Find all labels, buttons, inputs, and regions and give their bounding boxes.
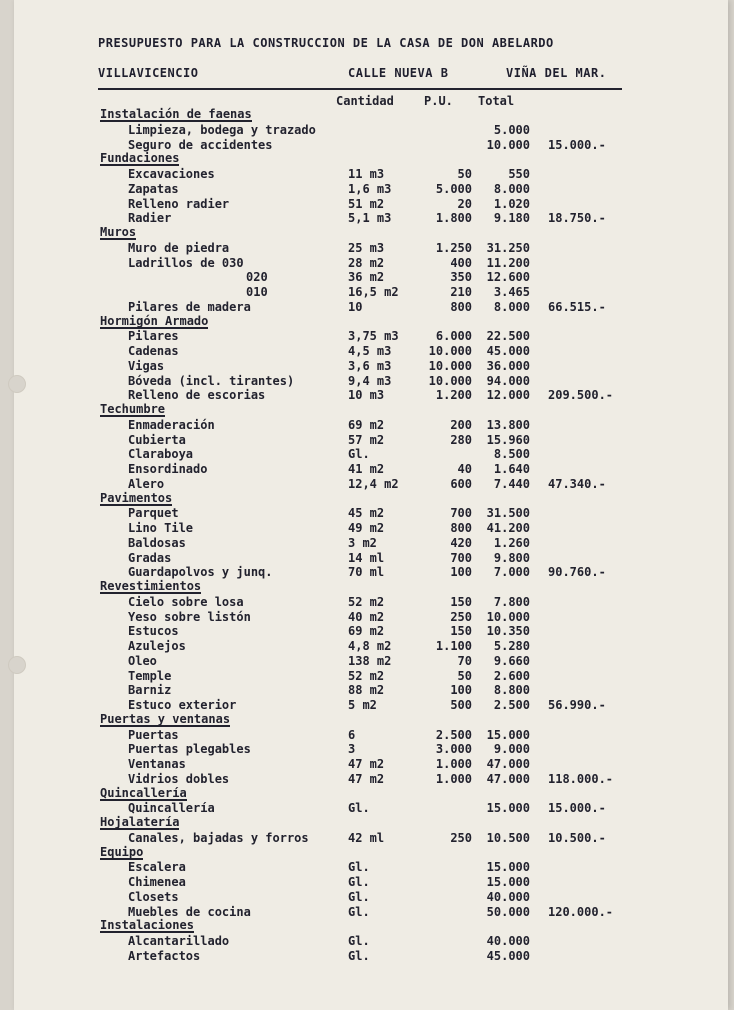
line-item-row [0,344,734,359]
item-description: Closets [128,889,179,904]
item-quantity: 4,5 m3 [348,344,392,358]
line-item-row [0,875,734,890]
item-total: 5.280 [493,639,530,653]
item-description: Ensordinado [128,462,208,476]
line-item-row [0,211,734,226]
item-quantity: 4,8 m2 [348,639,392,653]
item-total: 10.000 [486,609,530,624]
item-total: 9.180 [493,211,530,226]
item-description: Chimenea [128,875,186,889]
item-unit-price: 100 [450,683,472,698]
item-quantity: 69 m2 [348,624,385,639]
line-item-row [0,285,734,300]
item-quantity: 16,5 m2 [348,285,399,299]
line-item-row [0,270,734,285]
item-unit-price: 50 [457,668,472,683]
item-quantity: Gl. [348,904,370,919]
item-description: Ladrillos de 030 [128,255,244,270]
item-quantity: 45 m2 [348,506,385,521]
item-unit-price: 250 [450,609,472,624]
item-unit-price: 20 [457,196,472,211]
line-item-row [0,359,734,374]
line-item-row [0,433,734,448]
item-quantity: Gl. [348,934,370,948]
section-row [0,919,734,934]
item-unit-price: 2.500 [435,727,472,742]
item-total: 1.640 [493,462,530,476]
item-description: Azulejos [128,639,186,653]
item-unit-price: 10.000 [428,358,472,373]
item-unit-price: 800 [450,299,472,314]
section-row [0,492,734,507]
item-description: Cielo sobre losa [128,594,244,609]
item-unit-price: 10.000 [428,373,472,388]
item-unit-price: 6.000 [435,329,472,344]
street-label: CALLE NUEVA B [348,66,449,80]
section-heading: Hormigón Armado [100,313,209,328]
item-unit-price: 40 [457,462,472,476]
line-item-row [0,801,734,816]
item-unit-price: 600 [450,476,472,491]
item-quantity: 36 m2 [348,270,385,285]
item-total: 7.800 [493,594,530,609]
item-quantity: 41 m2 [348,462,385,476]
section-subtotal: 209.500.- [548,388,614,403]
item-description: Baldosas [128,535,186,550]
section-row [0,846,734,861]
section-row [0,787,734,802]
item-unit-price: 350 [450,270,472,285]
item-quantity: 6 [348,727,356,742]
item-description: Vigas [128,358,165,373]
line-item-row [0,639,734,654]
line-item-row [0,167,734,182]
item-description: Escalera [128,860,186,875]
item-unit-price: 70 [457,653,472,668]
section-row [0,152,734,167]
item-unit-price: 700 [450,550,472,565]
item-total: 11.200 [486,255,530,270]
item-description: Relleno de escorias [128,388,266,403]
line-item-row [0,551,734,566]
section-row [0,108,734,123]
item-quantity: 10 [348,299,363,314]
item-unit-price: 210 [450,285,472,299]
item-description: Pilares [128,329,179,344]
item-total: 8.000 [493,299,530,314]
item-total: 47.000 [486,757,530,771]
line-item-row [0,374,734,389]
line-item-row [0,447,734,462]
line-item-row [0,462,734,477]
item-description: Vidrios dobles [128,771,230,786]
item-quantity: 49 m2 [348,521,385,535]
item-description: Parquet [128,506,179,521]
item-total: 41.200 [486,521,530,535]
item-description: Estuco exterior [128,698,237,712]
section-heading: Fundaciones [100,151,180,166]
line-item-row [0,418,734,433]
line-item-row [0,654,734,669]
section-row [0,580,734,595]
line-item-row [0,757,734,772]
item-total: 9.800 [493,550,530,565]
item-description: Seguro de accidentes [128,137,273,152]
item-description: Canales, bajadas y forros [128,830,309,845]
item-total: 9.000 [493,742,530,757]
item-unit-price: 200 [450,417,472,432]
line-item-row [0,300,734,315]
item-quantity: 5,1 m3 [348,211,392,226]
item-quantity: Gl. [348,801,370,816]
section-subtotal: 90.760.- [548,565,606,580]
item-unit-price: 5.000 [435,181,472,196]
section-subtotal: 47.340.- [548,476,606,491]
item-description: Alero [128,476,165,491]
item-total: 550 [508,167,530,181]
item-total: 12.000 [486,388,530,403]
item-description: 010 [246,285,268,299]
item-total: 50.000 [486,904,530,919]
item-description: Enmaderación [128,417,215,432]
item-description: Puertas plegables [128,742,251,757]
item-description: Temple [128,668,172,683]
item-description: Yeso sobre listón [128,609,251,624]
col-unit-price-header: P.U. [424,94,453,108]
item-quantity: 52 m2 [348,594,385,609]
item-unit-price: 100 [450,565,472,580]
section-subtotal: 56.990.- [548,698,606,712]
line-item-row [0,905,734,920]
line-item-row [0,860,734,875]
item-quantity: Gl. [348,447,370,462]
item-quantity: 3 m2 [348,535,377,550]
item-description: Zapatas [128,181,179,196]
item-description: Muro de piedra [128,240,230,255]
item-quantity: 14 ml [348,550,385,565]
line-item-row [0,241,734,256]
section-heading: Instalaciones [100,918,194,933]
item-quantity: 51 m2 [348,196,385,211]
col-quantity-header: Cantidad [336,94,394,108]
item-total: 31.250 [486,240,530,255]
item-total: 8.500 [493,447,530,462]
item-unit-price: 150 [450,624,472,639]
city-label: VILLAVICENCIO [98,66,199,80]
item-description: Claraboya [128,447,194,462]
header-rule [98,88,622,90]
budget-table [0,108,734,964]
item-total: 22.500 [486,329,530,344]
item-description: Quincallería [128,801,215,816]
item-quantity: Gl. [348,875,370,889]
item-quantity: 3 [348,742,356,757]
item-description: Limpieza, bodega y trazado [128,122,316,137]
item-quantity: 42 ml [348,830,385,845]
item-quantity: 11 m3 [348,167,385,181]
item-quantity: 12,4 m2 [348,476,399,491]
section-heading: Revestimientos [100,579,202,593]
item-unit-price: 250 [450,830,472,845]
item-total: 8.800 [493,683,530,698]
item-quantity: 47 m2 [348,757,385,771]
item-description: Oleo [128,653,157,668]
item-quantity: 10 m3 [348,388,385,403]
item-total: 31.500 [486,506,530,521]
section-subtotal: 10.500.- [548,830,606,845]
item-quantity: Gl. [348,860,370,875]
item-quantity: 52 m2 [348,668,385,683]
item-total: 40.000 [486,934,530,948]
section-row [0,315,734,330]
section-subtotal: 18.750.- [548,211,606,226]
item-total: 15.000 [486,875,530,889]
item-description: 020 [246,270,268,285]
item-unit-price: 420 [450,535,472,550]
item-total: 2.500 [493,698,530,712]
item-quantity: 57 m2 [348,432,385,447]
item-description: Relleno radier [128,196,230,211]
line-item-row [0,728,734,743]
item-total: 13.800 [486,417,530,432]
line-item-row [0,565,734,580]
item-total: 47.000 [486,771,530,786]
section-heading: Pavimentos [100,490,173,505]
section-row [0,816,734,831]
item-unit-price: 1.000 [435,757,472,771]
section-subtotal: 120.000.- [548,904,614,919]
item-unit-price: 3.000 [435,742,472,757]
section-subtotal: 66.515.- [548,299,606,314]
section-heading: Equipo [100,844,144,859]
item-description: Alcantarillado [128,934,230,948]
section-heading: Hojalatería [100,815,180,829]
item-unit-price: 1.200 [435,388,472,403]
item-description: Cubierta [128,432,186,447]
line-item-row [0,610,734,625]
item-description: Lino Tile [128,521,194,535]
item-quantity: 5 m2 [348,698,377,712]
line-item-row [0,329,734,344]
item-total: 15.000 [486,860,530,875]
line-item-row [0,123,734,138]
section-subtotal: 15.000.- [548,137,606,152]
line-item-row [0,521,734,536]
item-unit-price: 1.000 [435,771,472,786]
line-item-row [0,831,734,846]
item-total: 40.000 [486,889,530,904]
line-item-row [0,742,734,757]
line-item-row [0,669,734,684]
item-quantity: 40 m2 [348,609,385,624]
item-total: 45.000 [486,948,530,963]
item-quantity: 28 m2 [348,255,385,270]
line-item-row [0,197,734,212]
item-unit-price: 1.250 [435,240,472,255]
line-item-row [0,890,734,905]
section-heading: Puertas y ventanas [100,711,231,726]
line-item-row [0,624,734,639]
section-subtotal: 15.000.- [548,801,606,816]
item-description: Artefactos [128,948,201,963]
item-quantity: 88 m2 [348,683,385,698]
item-total: 94.000 [486,373,530,388]
line-item-row [0,182,734,197]
item-description: Excavaciones [128,167,215,181]
section-heading: Quincallería [100,785,187,800]
line-item-row [0,683,734,698]
item-quantity: Gl. [348,889,370,904]
section-row [0,226,734,241]
line-item-row [0,256,734,271]
line-item-row [0,388,734,403]
item-unit-price: 1.100 [435,639,472,653]
item-unit-price: 700 [450,506,472,521]
item-quantity: 25 m3 [348,240,385,255]
item-quantity: 70 ml [348,565,385,580]
section-row [0,403,734,418]
item-quantity: 9,4 m3 [348,373,392,388]
item-description: Pilares de madera [128,299,251,314]
item-unit-price: 280 [450,432,472,447]
line-item-row [0,934,734,949]
item-total: 8.000 [493,181,530,196]
item-total: 10.000 [486,137,530,152]
item-total: 2.600 [493,668,530,683]
item-unit-price: 800 [450,521,472,535]
item-unit-price: 400 [450,255,472,270]
line-item-row [0,595,734,610]
item-unit-price: 1.800 [435,211,472,226]
item-total: 9.660 [493,653,530,668]
item-total: 7.000 [493,565,530,580]
item-total: 1.260 [493,535,530,550]
item-total: 45.000 [486,344,530,358]
section-heading: Instalación de faenas [100,107,252,121]
section-heading: Muros [100,225,137,239]
item-quantity: 3,75 m3 [348,329,399,344]
item-unit-price: 10.000 [428,344,472,358]
item-total: 15.000 [486,727,530,742]
item-total: 15.960 [486,432,530,447]
section-row [0,713,734,728]
item-quantity: 1,6 m3 [348,181,392,196]
item-total: 10.350 [486,624,530,639]
item-description: Cadenas [128,344,179,358]
col-total-header: Total [478,94,515,108]
item-quantity: 138 m2 [348,653,392,668]
item-total: 3.465 [493,285,530,299]
section-heading: Techumbre [100,402,166,416]
item-quantity: 47 m2 [348,771,385,786]
item-total: 5.000 [493,122,530,137]
item-description: Estucos [128,624,179,639]
place-label: VIÑA DEL MAR. [506,66,607,80]
item-quantity: 69 m2 [348,417,385,432]
item-description: Muebles de cocina [128,904,251,919]
line-item-row [0,477,734,492]
line-item-row [0,772,734,787]
item-unit-price: 150 [450,594,472,609]
item-total: 12.600 [486,270,530,285]
item-total: 15.000 [486,801,530,816]
item-description: Gradas [128,550,172,565]
item-quantity: Gl. [348,948,370,963]
line-item-row [0,506,734,521]
line-item-row [0,949,734,964]
item-unit-price: 50 [457,167,472,181]
item-total: 36.000 [486,358,530,373]
item-description: Ventanas [128,757,186,771]
item-description: Bóveda (incl. tirantes) [128,373,295,388]
section-subtotal: 118.000.- [548,771,614,786]
item-unit-price: 500 [450,698,472,712]
item-description: Radier [128,211,172,226]
item-description: Barniz [128,683,172,698]
item-description: Guardapolvos y junq. [128,565,273,580]
line-item-row [0,698,734,713]
item-quantity: 3,6 m3 [348,358,392,373]
document-title: PRESUPUESTO PARA LA CONSTRUCCION DE LA CASA DE DON ABELARDO [98,36,554,50]
item-total: 7.440 [493,476,530,491]
line-item-row [0,138,734,153]
item-description: Puertas [128,727,179,742]
line-item-row [0,536,734,551]
item-total: 10.500 [486,830,530,845]
item-total: 1.020 [493,196,530,211]
